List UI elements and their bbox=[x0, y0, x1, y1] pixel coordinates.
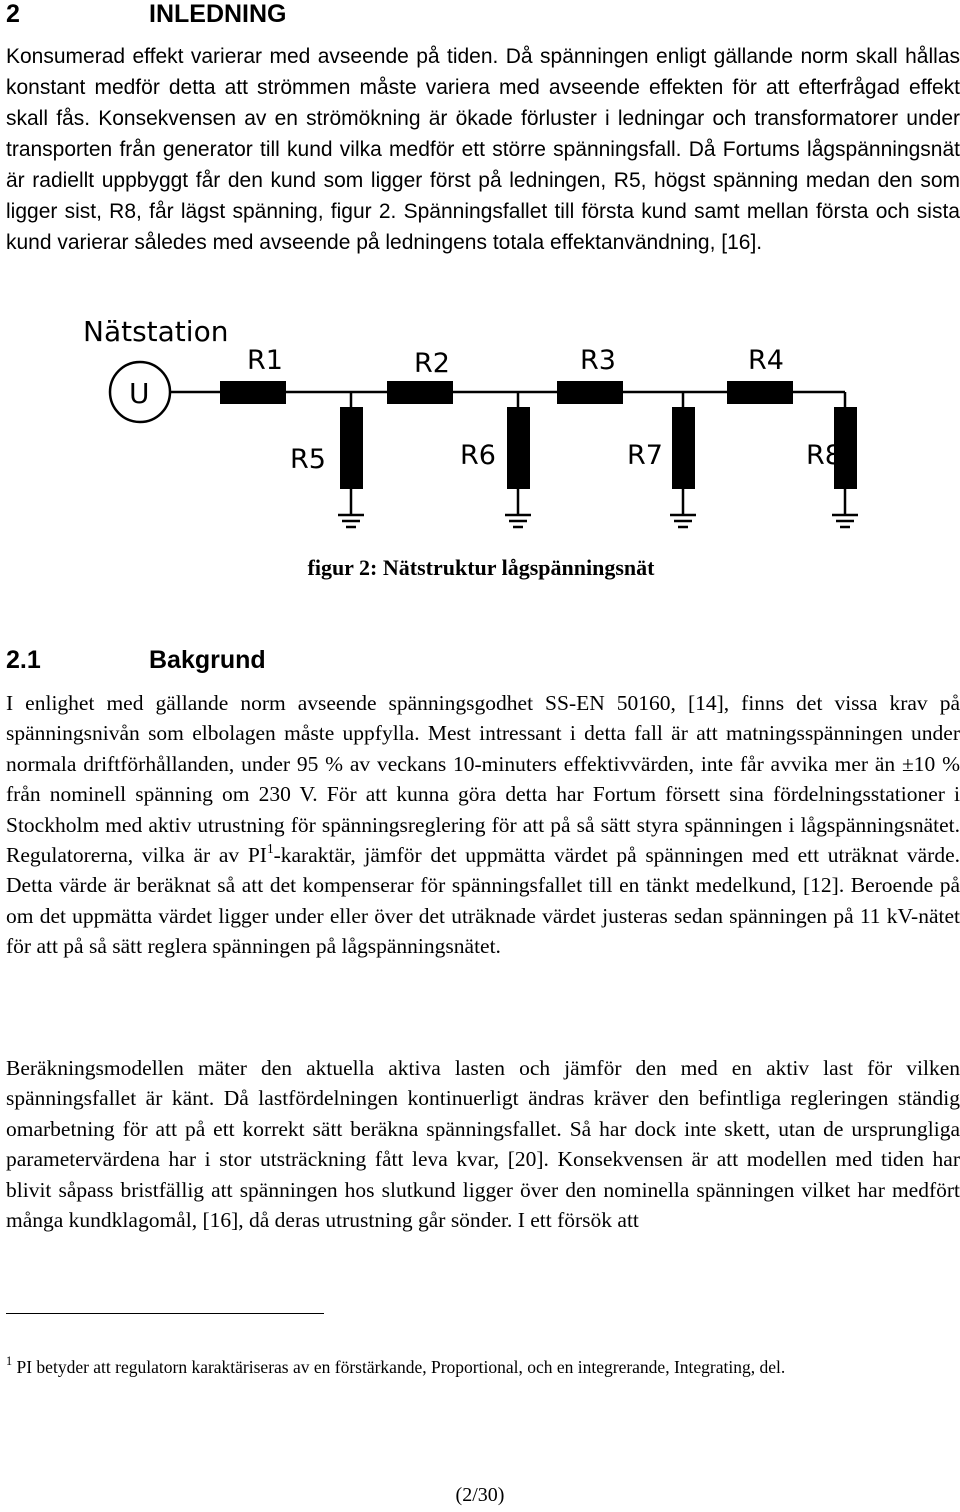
resistor-r7-label: R7 bbox=[627, 440, 663, 471]
footnote-ref: 1 bbox=[266, 840, 274, 856]
subsection-title: Bakgrund bbox=[149, 646, 266, 674]
load-branch-r6 bbox=[505, 392, 531, 527]
resistor-r4-icon bbox=[727, 381, 793, 404]
bakgrund-paragraph-2: Beräkningsmodellen mäter den aktuella aktiva lasten och jämför den med en aktiv last för vilken spänningsfallet är känt. Då lastfördelningen kontinuerligt ändras kräver den befintliga regleringen ständig omarbetning för att på ett korrekt sätt beräkna spänningsfallet. Så har dock inte skett, utan de ursprungliga parametervärdena har i stor utsträckning fått leva kvar, [20]. Konsekvensen är att modellen med tiden har blivit såpass bristfällig att spänningen hos slutkund ligger över den nominella spänningen vilket har medfört många kundklagomål, [16], då deras utrustning går sönder. I ett försök att bbox=[6, 1056, 960, 1233]
load-branch-r5 bbox=[338, 392, 364, 527]
resistor-r1-label: R1 bbox=[247, 345, 283, 376]
resistor-r2-icon bbox=[387, 381, 453, 404]
section-number: 2 bbox=[6, 0, 20, 28]
resistor-r3-icon bbox=[557, 381, 623, 404]
subsection-heading bbox=[6, 646, 266, 674]
resistor-r5-label: R5 bbox=[290, 444, 326, 475]
resistor-r6-icon bbox=[507, 407, 530, 489]
resistor-r4-label: R4 bbox=[748, 345, 784, 376]
bakgrund-paragraph-1 bbox=[6, 688, 960, 962]
load-branch-r7 bbox=[670, 392, 696, 527]
resistor-r6-label: R6 bbox=[460, 440, 496, 471]
footnote bbox=[6, 1354, 960, 1381]
source-label: U bbox=[129, 377, 150, 410]
page-number: (2/30) bbox=[455, 1484, 505, 1506]
bakgrund-p1-after: -karaktär, jämför det uppmätta värdet på spänningen med ett uträknat värde. Detta värde är beräknat så att det kompenserar för spänningsfallet till en tänkt medelkund, [12]. Beroende på om det uppmätta värdet ligger under eller över det uträknade värdet justeras sedan spänningen på 11 kV-nätet för att på så sätt reglera spänningen på lågspänningsnätet. bbox=[6, 843, 960, 959]
resistor-r5-icon bbox=[340, 407, 363, 489]
intro-paragraph: Konsumerad effekt varierar med avseende på tiden. Då spänningen enligt gällande norm skall hållas konstant medför detta att strömmen måste variera med avseende effekten för att efterfrågad effekt skall fås. Konsekvensen av en strömökning är ökade förluster i ledningar och transformatorer under transporten från generator till kund vilka medför ett större spänningsfall. Då Fortums lågspänningsnät är radiellt uppbyggt får den kund som ligger först på ledningen, R5, högst spänning medan den som ligger sist, R8, får lägst spänning, figur 2. Spänningsfallet till första kund samt mellan första och sista kund varierar således med avseende på ledningens totala effektanvändning, [16]. bbox=[6, 45, 960, 254]
network-diagram bbox=[75, 310, 875, 540]
resistor-r2-label: R2 bbox=[414, 348, 450, 379]
section-title: INLEDNING bbox=[149, 0, 287, 28]
resistor-r7-icon bbox=[672, 407, 695, 489]
subsection-number: 2.1 bbox=[6, 646, 41, 674]
resistor-r8-label: R8 bbox=[806, 440, 842, 471]
resistor-r3-label: R3 bbox=[580, 345, 616, 376]
figure-caption bbox=[0, 554, 960, 582]
resistor-r1-icon bbox=[220, 381, 286, 404]
bakgrund-p1-before: I enlighet med gällande norm avseende spänningsgodhet SS-EN 50160, [14], finns det vissa krav på spänningsnivån som elbolagen måste uppfylla. Mest intressant i detta fall är att matningsspänningen under normala driftförhållanden, under 95 % av veckans 10-minuters effektivvärden, inte får avvika mer än ±10 % från nominell spänning om 230 V. För att kunna göra detta har Fortum försett sina fördelningsstationer i Stockholm med aktiv utrustning för spänningsreglering för att på så sätt styra spänningen i lågspänningsnätet. Regulatorerna, vilka är av PI bbox=[6, 691, 960, 868]
footnote-marker: 1 bbox=[6, 1353, 13, 1368]
station-label: Nätstation bbox=[83, 315, 229, 348]
footnote-text: PI betyder att regulatorn karaktäriseras av en förstärkande, Proportional, och en integrerande, Integrating, del. bbox=[12, 1357, 786, 1377]
footnote-divider bbox=[6, 1313, 324, 1314]
figure-caption-text: figur 2: Nätstruktur lågspänningsnät bbox=[307, 555, 655, 580]
section-heading bbox=[6, 0, 287, 28]
